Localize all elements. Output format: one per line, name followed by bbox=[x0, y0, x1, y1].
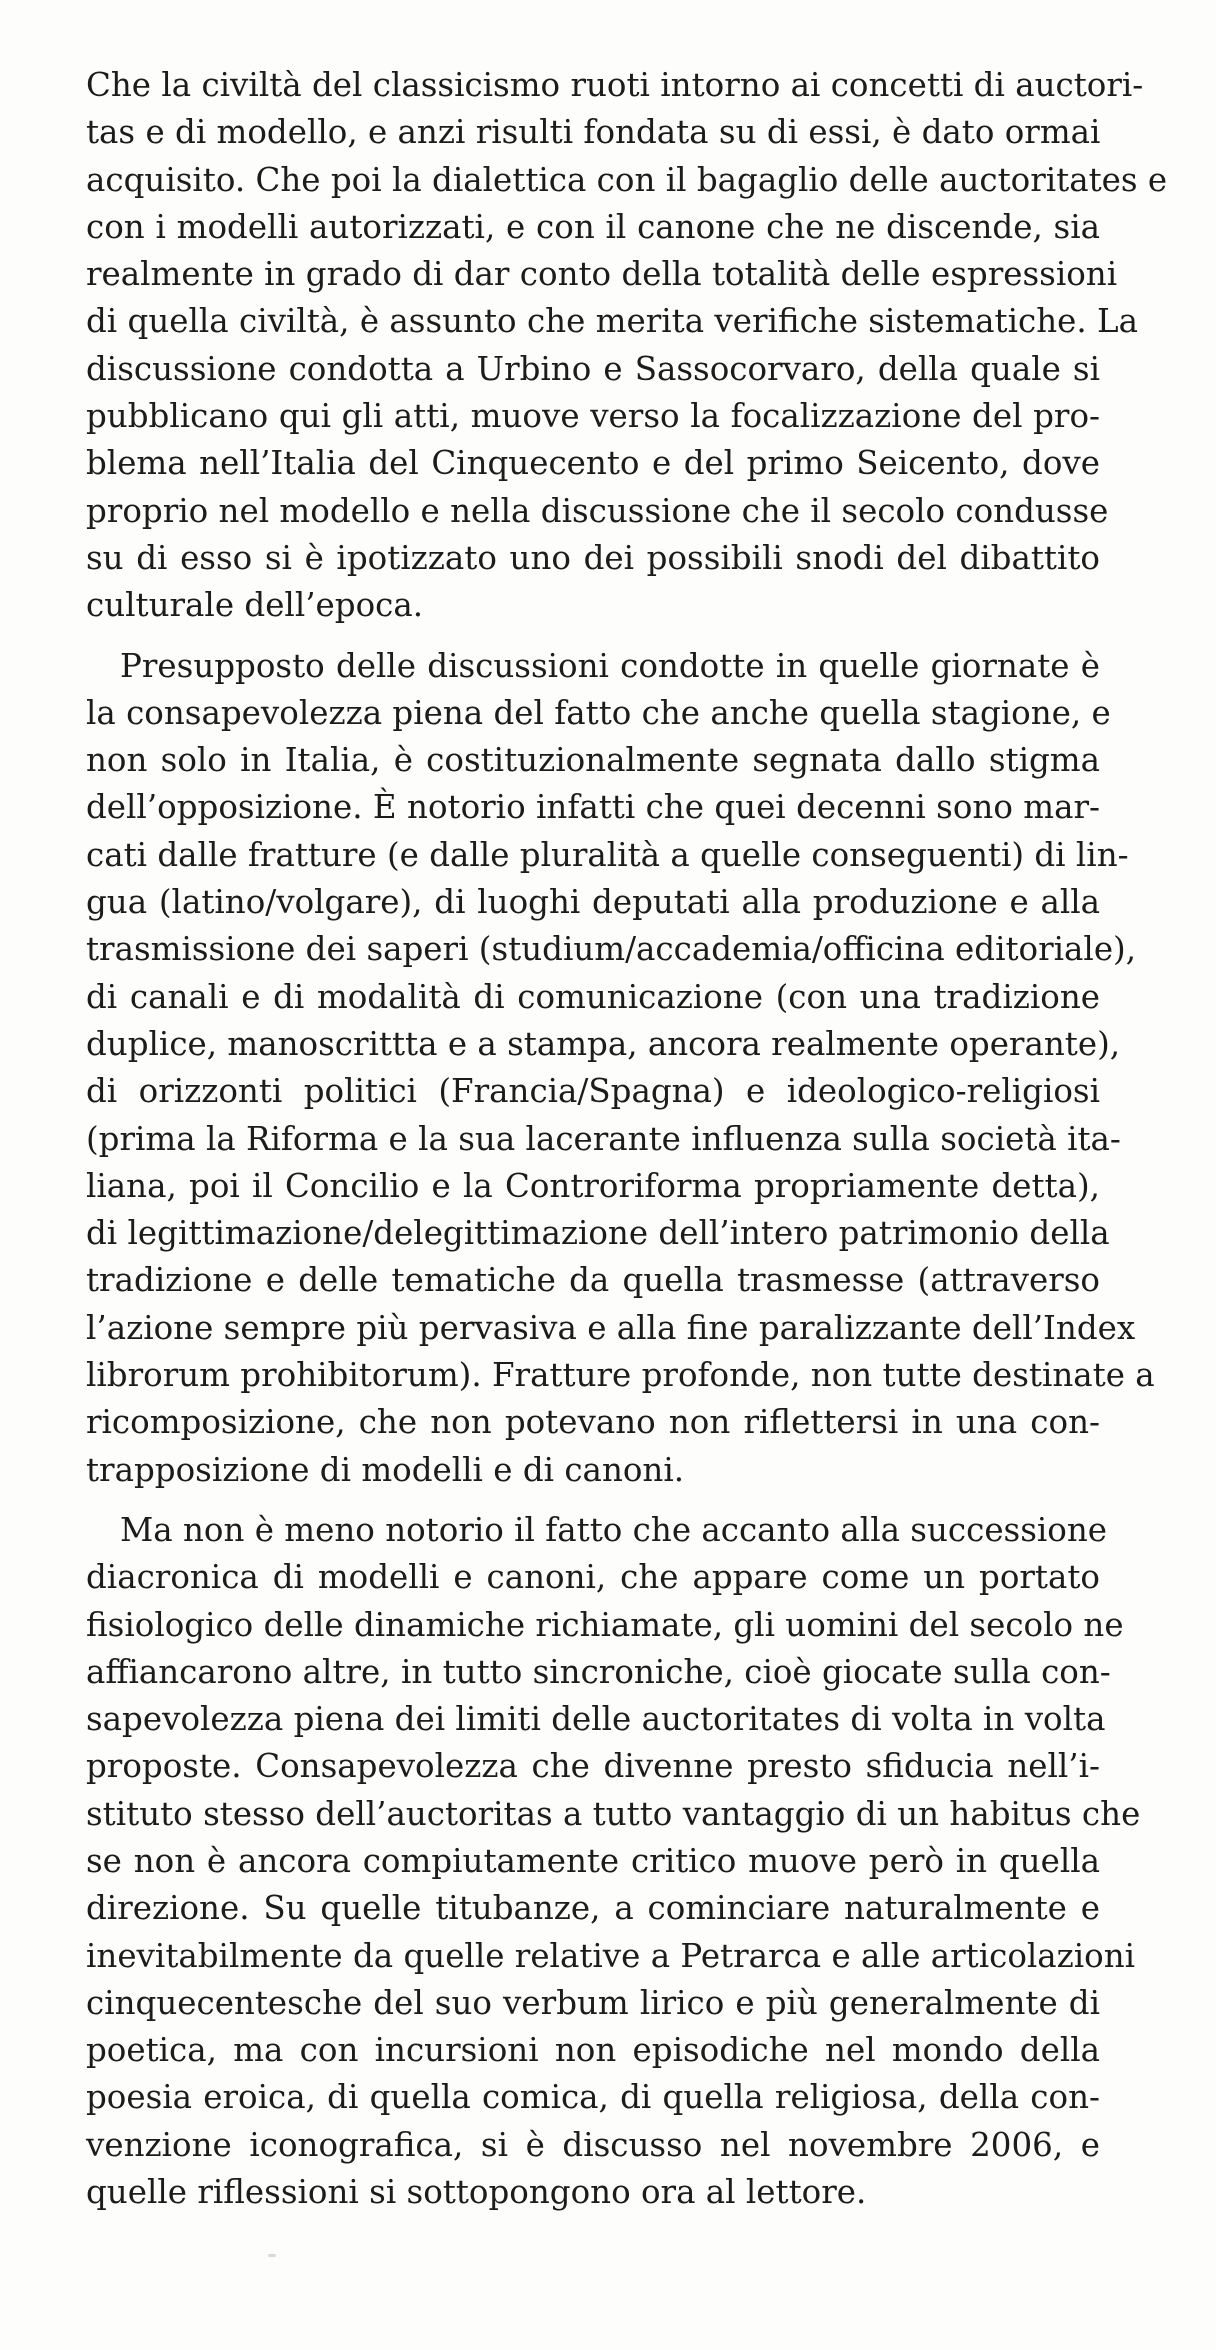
text-line: duplice, manoscrittta e a stampa, ancora realmente operante), bbox=[86, 1024, 1121, 1063]
paragraph-3 bbox=[86, 1507, 1141, 2216]
text-line: proposte. Consapevolezza che divenne presto sfiducia nell’i- bbox=[86, 1747, 1100, 1786]
text-line: culturale dell’epoca. bbox=[86, 586, 424, 625]
body-text bbox=[86, 62, 1168, 2216]
text-line: tradizione e delle tematiche da quella trasmesse (attraverso bbox=[86, 1261, 1100, 1300]
text-line: non solo in Italia, è costituzionalmente segnata dallo stigma bbox=[86, 741, 1100, 780]
paragraph-1 bbox=[86, 62, 1168, 630]
text-line: ricomposizione, che non potevano non riflettersi in una con- bbox=[86, 1403, 1100, 1442]
text-line: acquisito. Che poi la dialettica con il bagaglio delle auctoritates e bbox=[86, 160, 1168, 199]
text-line: su di esso si è ipotizzato uno dei possibili snodi del dibattito bbox=[86, 538, 1100, 577]
text-line: diacronica di modelli e canoni, che appare come un portato bbox=[86, 1558, 1100, 1597]
text-line: sapevolezza piena dei limiti delle auctoritates di volta in volta bbox=[86, 1700, 1106, 1739]
text-line: dell’opposizione. È notorio infatti che quei decenni sono mar- bbox=[86, 788, 1100, 827]
text-line: trasmissione dei saperi (studium/accademia/officina editoriale), bbox=[86, 930, 1137, 969]
text-line: poetica, ma con incursioni non episodiche nel mondo della bbox=[86, 2031, 1100, 2070]
text-line: pubblicano qui gli atti, muove verso la focalizzazione del pro- bbox=[86, 397, 1100, 436]
text-line: con i modelli autorizzati, e con il canone che ne discende, sia bbox=[86, 207, 1100, 246]
text-line: venzione iconografica, si è discusso nel novembre 2006, e bbox=[86, 2125, 1100, 2164]
text-line: di orizzonti politici (Francia/Spagna) e ideologico-religiosi bbox=[86, 1072, 1100, 1111]
text-line: affiancarono altre, in tutto sincroniche, cioè giocate sulla con- bbox=[86, 1652, 1111, 1691]
text-line: direzione. Su quelle titubanze, a cominciare naturalmente e bbox=[86, 1889, 1100, 1928]
text-line: inevitabilmente da quelle relative a Petrarca e alle articolazioni bbox=[86, 1936, 1136, 1975]
text-line: blema nell’Italia del Cinquecento e del primo Seicento, dove bbox=[86, 444, 1100, 483]
text-line: Ma non è meno notorio il fatto che accanto alla successione bbox=[120, 1510, 1108, 1549]
text-line: cati dalle fratture (e dalle pluralità a quelle conseguenti) di lin- bbox=[86, 835, 1129, 874]
text-line: la consapevolezza piena del fatto che anche quella stagione, e bbox=[86, 693, 1111, 732]
text-line: se non è ancora compiutamente critico muove però in quella bbox=[86, 1841, 1100, 1880]
text-line: di canali e di modalità di comunicazione (con una tradizione bbox=[86, 977, 1100, 1016]
scan-speck bbox=[268, 2254, 276, 2257]
text-line: cinquecentesche del suo verbum lirico e più generalmente di bbox=[86, 1983, 1100, 2022]
text-line: liana, poi il Concilio e la Controriforma propriamente detta), bbox=[86, 1166, 1100, 1205]
text-line: stituto stesso dell’auctoritas a tutto vantaggio di un habitus che bbox=[86, 1794, 1141, 1833]
text-line: fisiologico delle dinamiche richiamate, gli uomini del secolo ne bbox=[86, 1605, 1124, 1644]
text-line: librorum prohibitorum). Fratture profonde, non tutte destinate a bbox=[86, 1356, 1155, 1395]
text-line: Presupposto delle discussioni condotte in quelle giornate è bbox=[120, 646, 1100, 685]
text-line: di quella civiltà, è assunto che merita verifiche sistematiche. La bbox=[86, 302, 1138, 341]
text-line: realmente in grado di dar conto della totalità delle espressioni bbox=[86, 255, 1118, 294]
text-line: di legittimazione/delegittimazione dell’intero patrimonio della bbox=[86, 1214, 1110, 1253]
text-line: proprio nel modello e nella discussione che il secolo condusse bbox=[86, 491, 1109, 530]
text-line: poesia eroica, di quella comica, di quella religiosa, della con- bbox=[86, 2078, 1100, 2117]
text-line: Che la civiltà del classicismo ruoti intorno ai concetti di auctori- bbox=[86, 66, 1144, 104]
paragraph-2 bbox=[86, 643, 1155, 1494]
text-line: discussione condotta a Urbino e Sassocorvaro, della quale si bbox=[86, 349, 1100, 388]
text-line: trapposizione di modelli e di canoni. bbox=[86, 1450, 685, 1489]
text-line: gua (latino/volgare), di luoghi deputati alla produzione e alla bbox=[86, 883, 1100, 922]
text-line: (prima la Riforma e la sua lacerante influenza sulla società ita- bbox=[86, 1119, 1121, 1158]
text-line: l’azione sempre più pervasiva e alla fine paralizzante dell’Index bbox=[86, 1308, 1136, 1347]
text-line: tas e di modello, e anzi risulti fondata su di essi, è dato ormai bbox=[86, 113, 1101, 152]
text-line: quelle riflessioni si sottopongono ora al lettore. bbox=[86, 2173, 867, 2212]
